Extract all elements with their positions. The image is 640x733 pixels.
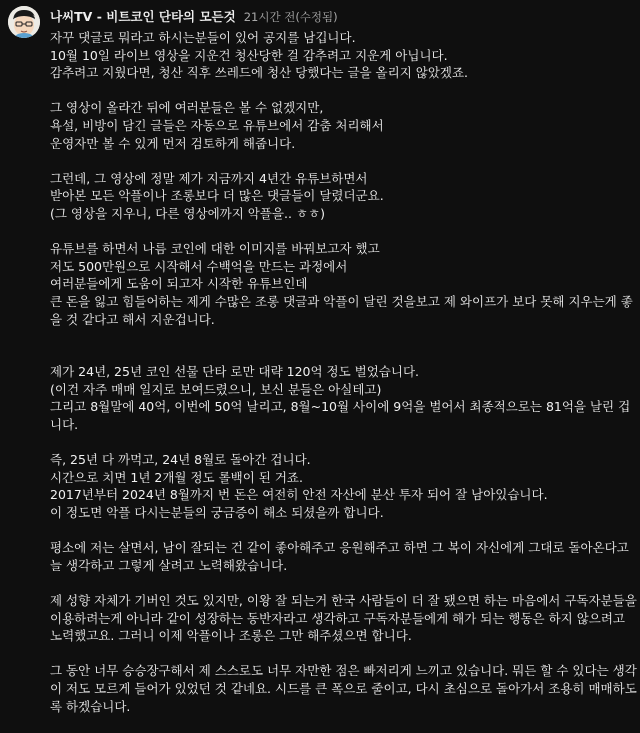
post-header [50,7,338,25]
avatar-face-icon [8,6,40,38]
post-paragraph [50,592,638,645]
post-text-line: 제가 24년, 25년 코인 선물 단타 로만 대략 120억 정도 벌었습니다. [50,364,420,380]
post-paragraph [50,240,638,328]
post-text-line: 그 영상이 올라간 뒤에 여러분들은 볼 수 없겠지만, [50,100,324,116]
post-text-line: 받아본 모든 악플이나 조롱보다 더 많은 댓글들이 달렸더군요. [50,188,384,204]
post-timestamp-link[interactable]: 21시간 전(수정됨) [243,10,338,24]
post-text-line: 즉, 25년 다 까먹고, 24년 8월로 돌아간 겁니다. [50,452,311,468]
post-text-line: 욕설, 비방이 담긴 글들은 자동으로 유튜브에서 감춤 처리해서 [50,117,384,133]
post-text-line: 유튜브를 하면서 나름 코인에 대한 이미지를 바꿔보고자 했고 [50,241,380,257]
post-text-line: (그 영상을 지우니, 다른 영상에까지 악플을.. ㅎㅎ) [50,205,325,221]
post-text-line: 운영자만 볼 수 있게 먼저 검토하게 해줍니다. [50,135,296,151]
post-body [50,29,638,733]
channel-avatar[interactable] [8,6,40,38]
post-text-line: 제 성향 자체가 기버인 것도 있지만, 이왕 잘 되는거 한국 사람들이 더 잘 됐으면 하는 마음에서 구독자분들을 이용하려는게 아니라 같이 성장하는 동반자라고 생각하고 구독자분들에게 해가 되는 행동은 하지 않으려고 노력했고요. 그러니 이제 악플이나 조롱은 그만 해주셨으면 합니다. [50,593,637,644]
post-text-line: 감추려고 지웠다면, 청산 직후 쓰레드에 청산 당했다는 글을 올리지 않았겠죠. [50,65,469,81]
post-text-line: 2017년부터 2024년 8월까지 번 돈은 여전히 안전 자산에 분산 투자 되어 잘 남아있습니다. [50,487,548,503]
post-text-line: 저도 500만원으로 시작해서 수백억을 만드는 과정에서 [50,258,348,274]
post-text-line: (이건 자주 매매 일지로 보여드렸으니, 보신 분들은 아실테고) [50,381,382,397]
post-text-line: 그 동안 너무 승승장구해서 제 스스로도 너무 자만한 점은 빠저리게 느끼고 있습니다. 뭐든 할 수 있다는 생각이 저도 모르게 들어가 있었던 것 같네요. 시드를 큰 폭으로 줄이고, 다시 초심으로 돌아가서 조용히 매매하도록 하겠습니다. [50,663,637,714]
channel-name-link[interactable]: 나씨TV - 비트코인 단타의 모든것 [50,9,236,24]
post-text-line: 평소에 저는 살면서, 남이 잘되는 건 같이 좋아해주고 응원해주고 하면 그 복이 자신에게 그대로 돌아온다고 늘 생각하고 그렇게 살려고 노력해왔습니다. [50,540,629,573]
post-paragraph [50,363,638,433]
post-text-line: 10월 10일 라이브 영상을 지운건 청산당한 걸 감추려고 지운게 아닙니다. [50,47,448,63]
post-text-line: 여러분들에게 도움이 되고자 시작한 유튜브인데 [50,276,308,292]
post-paragraph [50,99,638,152]
post-text-line: 큰 돈을 잃고 힘들어하는 제게 수많은 조롱 댓글과 악플이 달린 것을보고 제 와이프가 보다 못해 지우는게 좋을 것 같다고 해서 지운겁니다. [50,293,633,327]
post-text-line: 이 정도면 악플 다시는분들의 궁금증이 해소 되셨을까 합니다. [50,505,384,521]
post-text-line: 그런데, 그 영상에 정말 제가 지금까지 4년간 유튜브하면서 [50,170,368,186]
post-paragraph [50,662,638,715]
post-text-line: 자꾸 댓글로 뭐라고 하시는분들이 있어 공지를 남깁니다. [50,30,356,45]
post-text-line: 그리고 8월말에 40억, 이번에 50억 날리고, 8월~10월 사이에 9억을 벌어서 최종적으로는 81억을 날린 겁니다. [50,399,631,433]
post-text-line: 시간으로 치면 1년 2개월 정도 롤백이 된 거죠. [50,469,303,485]
post-paragraph [50,170,638,223]
post-paragraph [50,539,638,574]
post-paragraph [50,451,638,521]
post-paragraph [50,29,638,82]
